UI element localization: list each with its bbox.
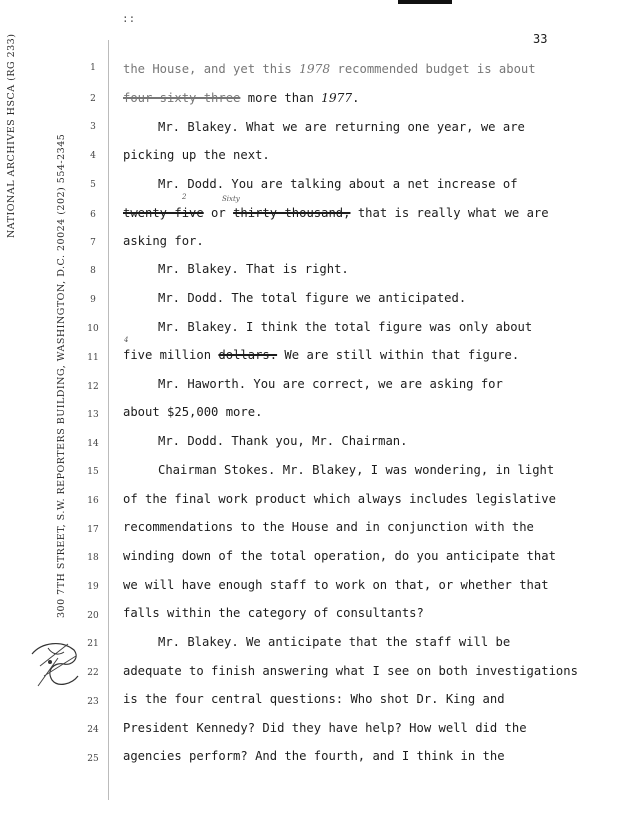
transcript-line: asking for. [123, 234, 204, 248]
transcript-line: Mr. Blakey. That is right. [158, 262, 349, 276]
line-number: 25 [87, 754, 99, 764]
transcript-line: Mr. Haworth. You are correct, we are asking for [158, 377, 503, 391]
transcript-line: Mr. Dodd. You are talking about a net increase of [158, 177, 518, 191]
line-number: 3 [90, 122, 96, 132]
line-number: 18 [87, 553, 99, 563]
line-number: 23 [87, 697, 99, 707]
transcript-line: twenty-five or thirty thousand, that is really what we are [123, 206, 549, 220]
top-redaction-bar [398, 0, 452, 4]
line-number: 20 [87, 611, 99, 621]
line-number: 22 [87, 668, 99, 678]
transcript-line: Mr. Blakey. I think the total figure was only about [158, 320, 533, 334]
line-number: 12 [87, 382, 99, 392]
transcript-line: Mr. Blakey. What we are returning one year, we are [158, 120, 525, 134]
transcript-line: winding down of the total operation, do you anticipate that [123, 549, 556, 563]
transcript-line: five million dollars. We are still within that figure. [123, 348, 520, 362]
transcript-line: four sixty-three more than 1977. [123, 91, 360, 105]
line-number: 8 [90, 266, 96, 276]
line-number: 21 [87, 639, 99, 649]
top-mark: :: [122, 12, 136, 25]
line-number: 4 [90, 151, 96, 161]
transcript-line: we will have enough staff to work on that, or whether that [123, 578, 549, 592]
transcript-line: the House, and yet this 1978 recommended budget is about [123, 62, 536, 76]
line-number: 7 [90, 238, 96, 248]
line-number: 14 [87, 439, 99, 449]
handwritten-note: 2 [182, 193, 187, 201]
transcript-line: is the four central questions: Who shot Dr. King and [123, 692, 505, 706]
transcript-line: adequate to finish answering what I see on both investigations [123, 664, 578, 678]
line-number: 13 [87, 410, 99, 420]
transcript-line: Mr. Dodd. Thank you, Mr. Chairman. [158, 434, 408, 448]
transcript-line: picking up the next. [123, 148, 270, 162]
transcript-line: falls within the category of consultants? [123, 606, 424, 620]
margin-rule [108, 40, 109, 800]
handwritten-note: 4 [124, 336, 129, 344]
page-number: 33 [533, 32, 548, 46]
line-number: 6 [90, 210, 96, 220]
archive-label: NATIONAL ARCHIVES HSCA (RG 233) [6, 33, 17, 238]
line-number: 11 [87, 353, 99, 363]
handwritten-sketch-mark [28, 636, 84, 694]
handwritten-note: Sixty [222, 195, 240, 203]
line-number: 24 [87, 725, 99, 735]
line-number: 19 [87, 582, 99, 592]
transcript-line: Chairman Stokes. Mr. Blakey, I was wondering, in light [158, 463, 555, 477]
line-number: 2 [90, 94, 96, 104]
line-number: 10 [87, 324, 99, 334]
line-number: 16 [87, 496, 99, 506]
transcript-line: President Kennedy? Did they have help? How well did the [123, 721, 527, 735]
transcript-line: of the final work product which always includes legislative [123, 492, 556, 506]
line-number: 9 [90, 295, 96, 305]
transcript-line: Mr. Dodd. The total figure we anticipated. [158, 291, 467, 305]
reporter-address-label: 300 7TH STREET, S.W. REPORTERS BUILDING, WASHINGTON, D.C. 20024 (202) 554-2345 [56, 133, 67, 618]
transcript-line: Mr. Blakey. We anticipate that the staff will be [158, 635, 511, 649]
transcript-line: about $25,000 more. [123, 405, 263, 419]
line-number: 5 [90, 180, 96, 190]
transcript-line: recommendations to the House and in conjunction with the [123, 520, 534, 534]
line-number: 17 [87, 525, 99, 535]
line-number: 15 [87, 467, 99, 477]
line-number: 1 [90, 63, 96, 73]
transcript-line: agencies perform? And the fourth, and I think in the [123, 749, 505, 763]
